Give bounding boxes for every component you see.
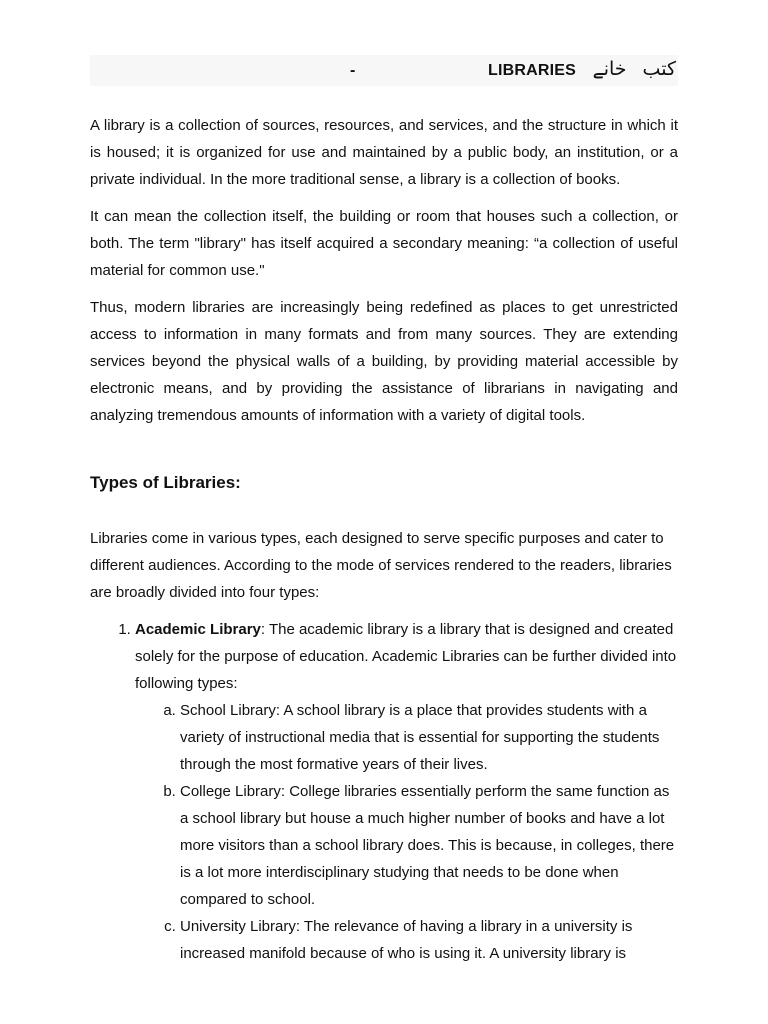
list-item-academic-library — [135, 616, 678, 967]
document-page — [90, 55, 678, 967]
page-title-urdu: کتب خانے — [592, 58, 676, 80]
list-item-school-library — [180, 697, 678, 778]
library-types-list — [90, 616, 678, 967]
academic-subtypes-list — [135, 697, 678, 967]
list-item-university-library — [180, 913, 678, 967]
academic-library-description: : The academic library is a library that is designed and created solely for the purpose of education. Academic Libraries can be further divided into following types: — [135, 621, 677, 692]
page-title: LIBRARIES — [488, 62, 577, 79]
paragraph-modern-libraries: Thus, modern libraries are increasingly being redefined as places to get unrestricted access to information in many formats and from many sources. They are extending services beyond the physical walls of a building, by providing material accessible by electronic means, and by providing the assistance of librarians in navigating and analyzing tremendous amounts of information with a variety of digital tools. — [90, 299, 678, 424]
paragraph-library-definition: A library is a collection of sources, resources, and services, and the structure in which it is housed; it is organized for use and maintained by a public body, an institution, or a private individual. In the more traditional sense, a library is a collection of books. — [90, 117, 678, 188]
school-library-text: School Library: A school library is a place that provides students with a variety of instructional media that is essential for supporting the students through the most formative years of their lives. — [180, 702, 660, 773]
university-library-text: University Library: The relevance of having a library in a university is increased manifold because of who is using it. A university library is — [180, 918, 633, 962]
list-item-college-library — [180, 778, 678, 913]
term-academic-library: Academic Library — [135, 621, 261, 638]
paragraph-library-meaning: It can mean the collection itself, the building or room that houses such a collection, or both. The term "library" has itself acquired a secondary meaning: “a collection of useful material for common use." — [90, 208, 678, 279]
section-heading-types: Types of Libraries: — [90, 473, 241, 492]
college-library-text: College Library: College libraries essentially perform the same function as a school library but house a much higher number of books and have a lot more visitors than a school library does. This is because, in colleges, there is a lot more interdisciplinary studying that needs to be done when compared to school. — [180, 783, 675, 908]
title-dash: - — [350, 62, 356, 79]
title-bar — [90, 55, 678, 86]
paragraph-types-intro: Libraries come in various types, each designed to serve specific purposes and cater to different audiences. According to the mode of services rendered to the readers, libraries are broadly divided into four types: — [90, 530, 672, 601]
